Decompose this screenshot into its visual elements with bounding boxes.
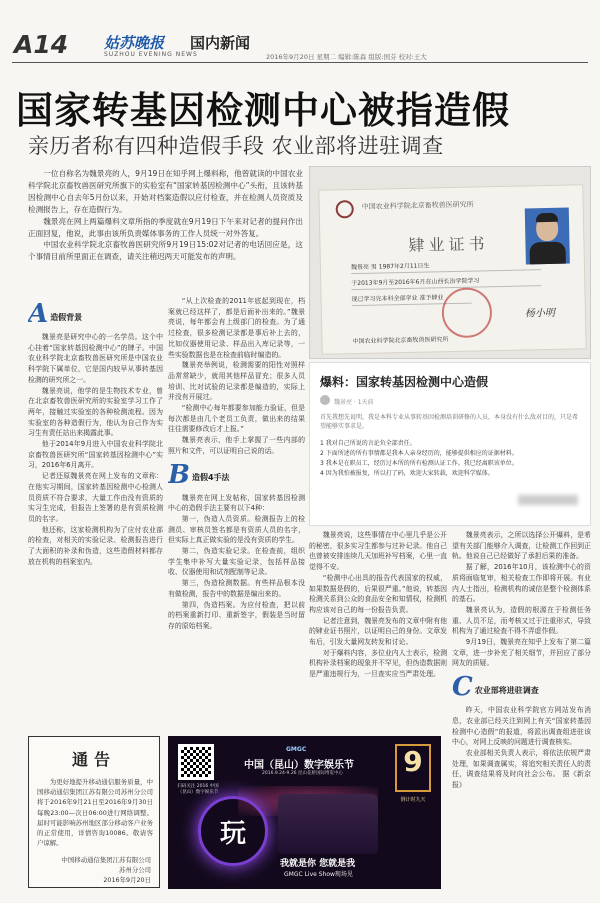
institute-logo-icon (336, 200, 354, 218)
paragraph: “检测中心出具的报告代表国家的权威，如果数据是假的，后果很严重。”他说，转基因检测关系到公众的食品安全和知情权，检测机构应该对自己的每一份报告负责。 (309, 573, 447, 614)
post-list (320, 439, 582, 479)
section-letter: A (28, 299, 49, 329)
paragraph: “检测中心每年都要参加能力验证，但是每次都是由几个老员工负责，做出来的结果往往需要修改后才上报。” (168, 404, 305, 434)
article-column-2 (168, 296, 305, 728)
post-title: 爆料：国家转基因检测中心造假 (320, 375, 489, 389)
qr-code-icon (178, 744, 214, 780)
official-seal-icon (441, 287, 492, 338)
ad-slogan: 我就是你 您就是我 (280, 859, 356, 869)
newspaper-brand-en: SUZHOU EVENING NEWS (104, 51, 198, 58)
list-item: 3 我本是在职员工，经历过本所的所有检测认证工作。我已经离职该单位。 (320, 460, 518, 467)
section-title: 农业部将进驻调查 (474, 685, 539, 695)
certificate-signature: 杨小明 (524, 307, 556, 320)
paragraph: 魏景亮说，这些事情在中心里几乎是公开的秘密，很多实习生都参与过补记录。他自己也曾被安排连续几天加班补写档案，心里一直觉得不安。 (309, 531, 447, 572)
paragraph: 魏景亮在网上发帖称，国家转基因检测中心的造假手法主要有以下4种： (168, 493, 305, 513)
paragraph: 据了解，2016年10月，该检测中心的资质将面临复审，相关检查工作即将开展。有业内人士指出，检测机构的诚信是整个检测体系的基石。 (452, 563, 591, 604)
page-header (0, 0, 600, 62)
list-item: 4 因为我怕被报复，所以打了码，欢迎大家转载，欢迎科学媒体。 (320, 470, 494, 477)
advertisement (168, 736, 441, 889)
notice-signer: 中国移动通信集团江苏有限公司 (61, 856, 151, 864)
paragraph: 对于爆料内容，多位业内人士表示，检测机构补录档案的现象并不罕见，但伪造数据则是严重违规行为，一旦查实应当严肃处理。 (309, 648, 447, 679)
performers-image (278, 794, 378, 854)
notice-title: 通告 (71, 750, 116, 769)
paragraph: 魏景亮表示，之所以选择公开爆料，是希望有关部门能够介入调查，让检测工作回到正轨。他说自己已经做好了承担后果的准备。 (452, 531, 591, 561)
web-post-screenshot (309, 362, 591, 526)
notice-text: 为更好地提升移动通信服务质量，中国移动通信集团江苏有限公司苏州分公司将于2016年9月21日至2016年9月30日每晚23:00—次日06:00进行网络调整。届时可能影响苏州地区部分移动客户业务的正常使用，详情咨询10086。敬请客户谅解。 (37, 778, 153, 848)
lead-paragraph: 中国农业科学院北京畜牧兽医研究所9月19日15:02对记者的电话回应是，这个事情目前所里面正在调查，请关注稍迟两天可能发布的声明。 (28, 240, 303, 262)
notice-body (37, 777, 153, 848)
paragraph: “从上次检查的2011年底起到现在，档案就已经这样了，都是后面补出来的。”魏景亮说，每年都会有上级部门的检查。为了通过检查，很多检测记录都是事后补上去的，比如仪器使用记录、样品出入库记录等，一些实验数据也是在检查前临时编造的。 (168, 297, 305, 359)
paragraph: 昨天，中国农业科学院官方网站发布消息，农业部已经关注到网上有关“国家转基因检测中心造假”的报道，将派出调查组进驻该中心，对网上反映的问题进行调查核实。 (452, 706, 591, 747)
section-title: 造假4手法 (191, 473, 230, 483)
qr-caption: 扫码关注 2016 中国（昆山）数字娱乐节 (177, 784, 219, 795)
id-photo (525, 208, 570, 265)
paragraph: 农业部相关负责人表示，将依法依规严肃处理，如果调查属实，将追究相关责任人的责任，调查结果将及时向社会公布。 据《新京报》 (452, 748, 591, 790)
list-item: 1 我对自己所说的言论负全部责任。 (320, 440, 416, 447)
notice-date: 2016年9月20日 (103, 876, 151, 884)
paragraph: 9月19日，魏景亮在知乎上发布了第二篇文章，进一步补充了相关细节，并回应了部分网友的质疑。 (452, 638, 591, 668)
ad-brand: GMGC (286, 746, 307, 753)
publication-info: 2016年9月20日 星期二 编辑:陈森 组版:国芬 校对:王大 (266, 53, 427, 61)
section-name: 国内新闻 (190, 34, 251, 52)
blurred-text (518, 495, 578, 505)
certificate-line: 魏景亮 男 1987年2月11日生 (351, 258, 541, 274)
section-heading-c (452, 672, 591, 703)
section-heading-b (168, 459, 305, 490)
section-letter: B (168, 459, 190, 490)
ad-title: 中国（昆山）数字娱乐节 (244, 760, 354, 771)
newspaper-brand: 姑苏晚报 (104, 34, 165, 52)
paragraph: 记者还原魏景亮在网上发布的文章称：在他实习期间，国家转基因检测中心检测人员资质不符合要求，大量工作由没有资质的实习生完成，但报告上签署的是有资质检测员的名字。 (28, 472, 163, 523)
section-heading-a (28, 299, 163, 329)
paragraph: 第三，伪造检测数据。有些样品根本没有做检测，报告中的数据是编出来的。 (168, 579, 305, 598)
paragraph: 他还称，这家检测机构为了应付农业部的检查，对相关的实验记录、检测报告进行了大面积的补录和伪造，这些造假材料都存放在机构的档案室内。 (28, 525, 163, 566)
ad-emblem (198, 796, 268, 866)
notice-signer-branch: 苏州分公司 (119, 866, 151, 874)
paragraph: 魏景亮说，他学的是生物技术专业，曾在北京畜牧兽医研究所的实验室学习工作了两年，接触过实验室的各种检测流程。因为实验室的各种造假行为，他认为自己作为实习生有责任站出来揭露此事。 (28, 386, 163, 438)
certificate (318, 184, 586, 355)
article-column-4 (452, 530, 591, 888)
paragraph: 他于2014年9月进入中国农业科学院北京畜牧兽医研究所“国家转基因检测中心”实习，2016年6月离开。 (28, 440, 163, 470)
certificate-issuer: 中国农业科学院北京畜牧兽医研究所 (352, 336, 449, 346)
paragraph: 魏景亮是研究中心的一名学员。这个中心挂着“国家转基因检测中心”的牌子。中国农业科学院北京畜牧兽医研究所是中国农业科学院下属单位，它是国内较早从事转基因检测的研究所之一。 (28, 333, 163, 384)
ad-slogan-sub: GMGC Live Show现场见 (284, 871, 353, 878)
notice-box (28, 736, 160, 888)
paragraph: 第二，伪造实验记录。在检查前，组织学生集中补写大量实验记录，包括样品接收、仪器使用和试剂配制等记录。 (168, 547, 305, 577)
countdown-label: 倒计时九天 (400, 797, 426, 803)
certificate-line: 于2013年9月至2016年6月在山西长治学院学习 (351, 274, 541, 290)
subhead: 亲历者称有四种造假手段 农业部将进驻调查 (28, 134, 444, 158)
certificate-title: 肄业证书 (408, 234, 489, 255)
lead-text (28, 168, 303, 263)
certificate-photo (309, 166, 591, 359)
certificate-line: 现已学习完本科全部学业 准予肄业 (351, 292, 471, 307)
paragraph: 第四，伪造档案。为应付检查，把以前的档案重新打印、重新签字，假装是当时留存的原始档案。 (168, 600, 305, 630)
ad-subtitle: 2016.9.24-9.26 昆山花桥国际博览中心 (262, 771, 343, 776)
post-author: 魏景亮 · 1天前 (334, 399, 374, 406)
list-item: 2 下面所述的所有事情都是我本人亲身经历的，能够提供相应的证据材料。 (320, 450, 518, 457)
paragraph: 魏景亮表示，他手上掌握了一些内部的照片和文件，可以证明自己说的话。 (168, 436, 305, 455)
lead-paragraph: 一位自称名为魏景亮的人，9月19日在知乎网上爆料称，他曾就读的中国农业科学院北京畜牧兽医研究所旗下的实验室有“国家转基因检测中心”头衔，且该转基因检测中心自去年5月份以来，开始对档案造假以应付检查，并在检测人员资质及检测报告上，存在造假行为。 (28, 169, 303, 214)
paragraph: 魏景亮举例说，检测需要的阳性对照样品常常缺少，就用其他样品冒充；很多人员培训、比对试验的记录都是编造的，实际上并没有开展过。 (168, 361, 305, 402)
avatar (320, 395, 330, 405)
lead-paragraph: 魏景亮在网上两篇爆料文章所指的季度就在9月19日下午来对记者的提问作出正面回复，他说，此事由该所负责媒体事务的工作人员统一对外答复。 (28, 216, 303, 238)
section-letter: C (452, 672, 473, 703)
post-intro: 首先我想先说明，我是本科专业从事转基因检测培训研修的人员，本身没有什么敌对目的，只是希望能够实事求是。 (320, 414, 579, 430)
countdown-number: 9 (395, 744, 431, 792)
header-rule (12, 62, 588, 63)
notice-signature (62, 855, 151, 885)
paragraph: 魏景亮认为，造假的根源在于检测任务重、人员不足，而考核又过于注重形式，导致机构为了通过检查不得不弄虚作假。 (452, 605, 591, 636)
article-column-3 (309, 530, 447, 728)
ad-emblem-text: 玩 (219, 819, 246, 849)
paragraph: 第一，伪造人员资质。检测报告上的检测员、审核员签名都是有资质人员的名字，但实际上真正做实验的是没有资质的学生。 (168, 514, 305, 545)
section-title: 造假背景 (50, 312, 83, 322)
page-number: A14 (14, 30, 69, 59)
certificate-org: 中国农业科学院北京畜牧兽医研究所 (361, 200, 474, 211)
headline: 国家转基因检测中心被指造假 (16, 89, 510, 132)
paragraph: 记者注意到，魏景亮发布的文章中附有他的肄业证书照片，以证明自己的身份。文章发布后，引发大量网友转发和讨论。 (309, 616, 447, 647)
article-column-1 (28, 296, 163, 728)
